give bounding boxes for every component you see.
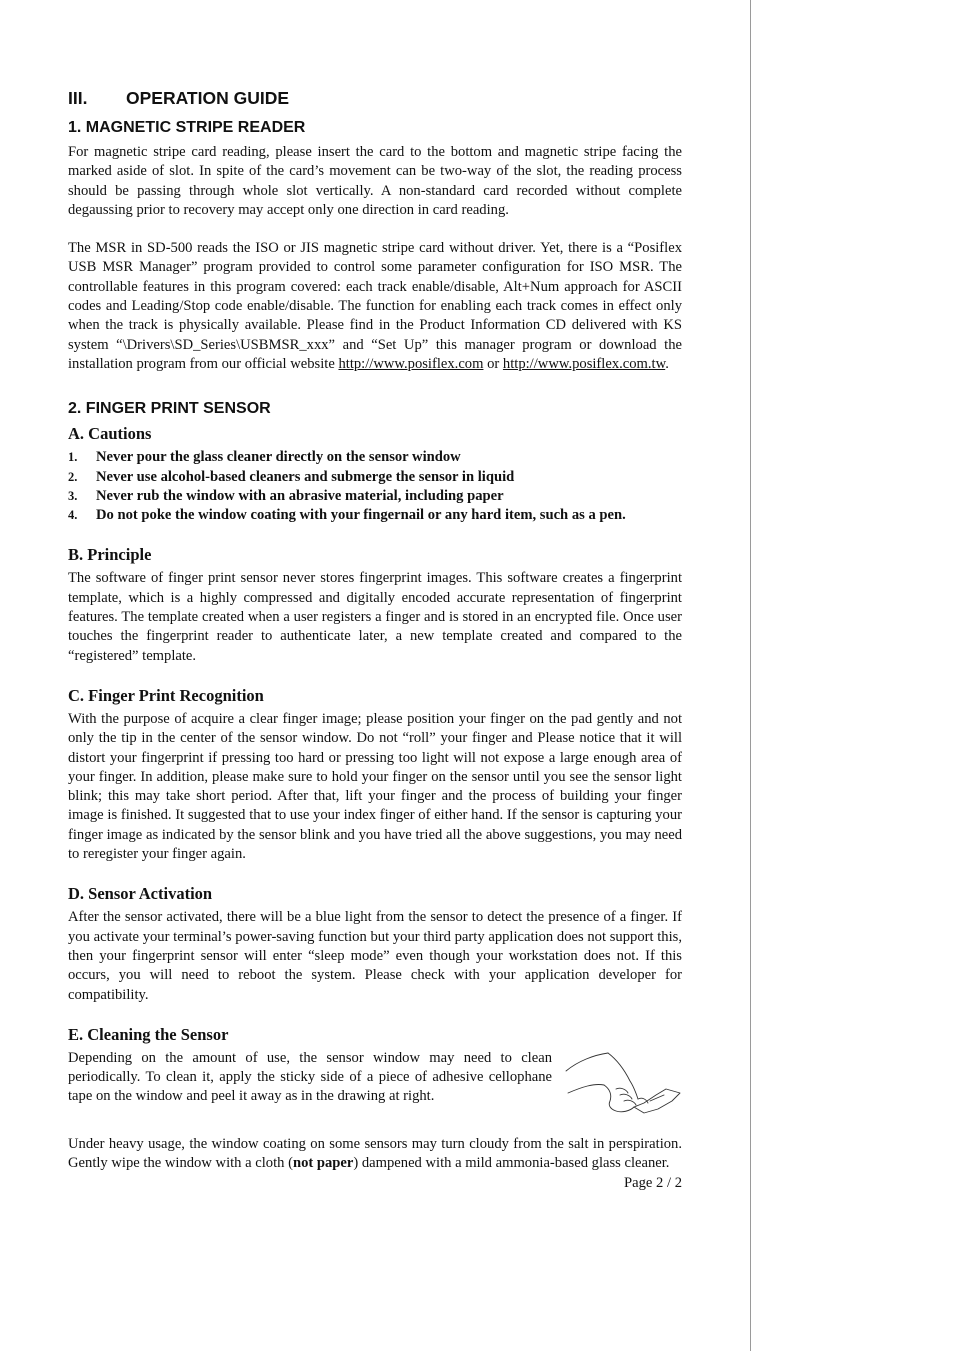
recognition-title: C. Finger Print Recognition [68,685,264,705]
list-item [68,487,682,506]
principle-paragraph: The software of finger print sensor never stores fingerprint images. This software creates a fingerprint template, which is a highly compressed and digitally encoded accurate representation of fingerprint features. The template created when a user registers a finger and is stored in an encrypted file. Once user touches the fingerprint reader to authenticate later, a new template created and compared to the “registered” template. [68,570,682,664]
msr-or-text: or [483,355,503,372]
cleaning-paragraph-2 [68,1135,682,1174]
section-number: III. [68,88,88,108]
cleaning-text-b: ) dampened with a mild ammonia-based glass cleaner. [353,1155,670,1172]
hand-peeling-tape-illustration-icon [564,1049,682,1115]
msr-paragraph-2 [68,239,682,374]
list-item-text: Do not poke the window coating with your fingernail or any hard item, such as a pen. [96,507,626,524]
list-item [68,468,682,487]
list-item-text: Never use alcohol-based cleaners and submerge the sensor in liquid [96,468,515,485]
section-title: OPERATION GUIDE [126,88,290,108]
list-item [68,448,682,467]
cleaning-bold-text: not paper [292,1155,354,1172]
list-item-number: 3. [68,488,78,503]
fps-heading: 2. FINGER PRINT SENSOR [68,400,271,418]
cleaning-title: E. Cleaning the Sensor [68,1024,229,1044]
activation-title: D. Sensor Activation [68,884,213,904]
cleaning-text-a: Under heavy usage, the window coating on some sensors may turn cloudy from the salt in perspiration. Gently wipe the window with a cloth ( [68,1135,682,1172]
msr-paragraph-2-text: The MSR in SD-500 reads the ISO or JIS magnetic stripe card without driver. Yet, there is a “Posiflex USB MSR Manager” program provided to control some parameter configuration for ISO MSR. The controllable features in this program covered: each track enable/disable, Alt+Num approach for ASCII codes and Leading/Stop code enable/disable. The function for enabling each track comes in effect only when the track is physically available. Please find in the Product Information CD delivered with KS system “\Drivers\SD_Series\USBMSR_xxx” and “Set Up” this manager program or download the installation program from our official website [68,240,682,372]
msr-paragraph-1: For magnetic stripe card reading, please insert the card to the bottom and magnetic stripe facing the marked aside of slot. In spite of the card’s movement can be two-way of the slot, the reading process should be passing through whole slot vertically. A non-standard card recorded without complete degaussing prior to recovery may accept only one direction in card reading. [68,144,682,218]
posiflex-com-tw-link[interactable]: http://www.posiflex.com.tw [502,355,666,372]
cleaning-row [68,1049,682,1115]
list-item-number: 1. [68,450,78,465]
list-item-number: 4. [68,508,78,523]
cleaning-paragraph-1: Depending on the amount of use, the sensor window may need to clean periodically. To clean it, apply the sticky side of a piece of adhesive cellophane tape on the window and peel it away as in the drawing at right. [68,1049,552,1105]
list-item-text: Never pour the glass cleaner directly on the sensor window [96,449,461,466]
cautions-list [68,448,682,525]
list-item-text: Never rub the window with an abrasive material, including paper [96,487,504,504]
principle-title: B. Principle [68,545,152,565]
cautions-title: A. Cautions [68,424,152,444]
list-item-number: 2. [68,469,78,484]
page-content [68,88,682,1192]
margin-rule [750,0,751,1351]
activation-paragraph: After the sensor activated, there will be a blue light from the sensor to detect the presence of a finger. If you activate your terminal’s power-saving function but your third party application does not support this, then your fingerprint sensor will enter “sleep mode” even though your workstation does not. If this occurs, you will need to reboot the system. Please check with your application developer for compatibility. [68,909,682,1003]
msr-end-text: . [665,355,669,372]
recognition-paragraph: With the purpose of acquire a clear finger image; please position your finger on the pad gently and not only the tip in the center of the sensor window. Do not “roll” your finger and Please notice that it will distort your fingerprint if pressing too hard or pressing too light will not expose a large enough area of your finger. In addition, please make sure to hold your finger on the sensor until you see the sensor light blink; this may take short period. After that, lift your finger and the process of building your finger image is finished. It suggested that to use your index finger of either hand. If the sensor is capturing your finger image as indicated by the sensor blink and you have tried all the above suggestions, you may need to reregister your finger again. [68,710,682,863]
section-heading [68,88,682,109]
page-number: Page 2 / 2 [624,1175,682,1192]
msr-heading: 1. MAGNETIC STRIPE READER [68,119,306,136]
list-item [68,506,682,525]
posiflex-com-link[interactable]: http://www.posiflex.com [338,355,484,372]
